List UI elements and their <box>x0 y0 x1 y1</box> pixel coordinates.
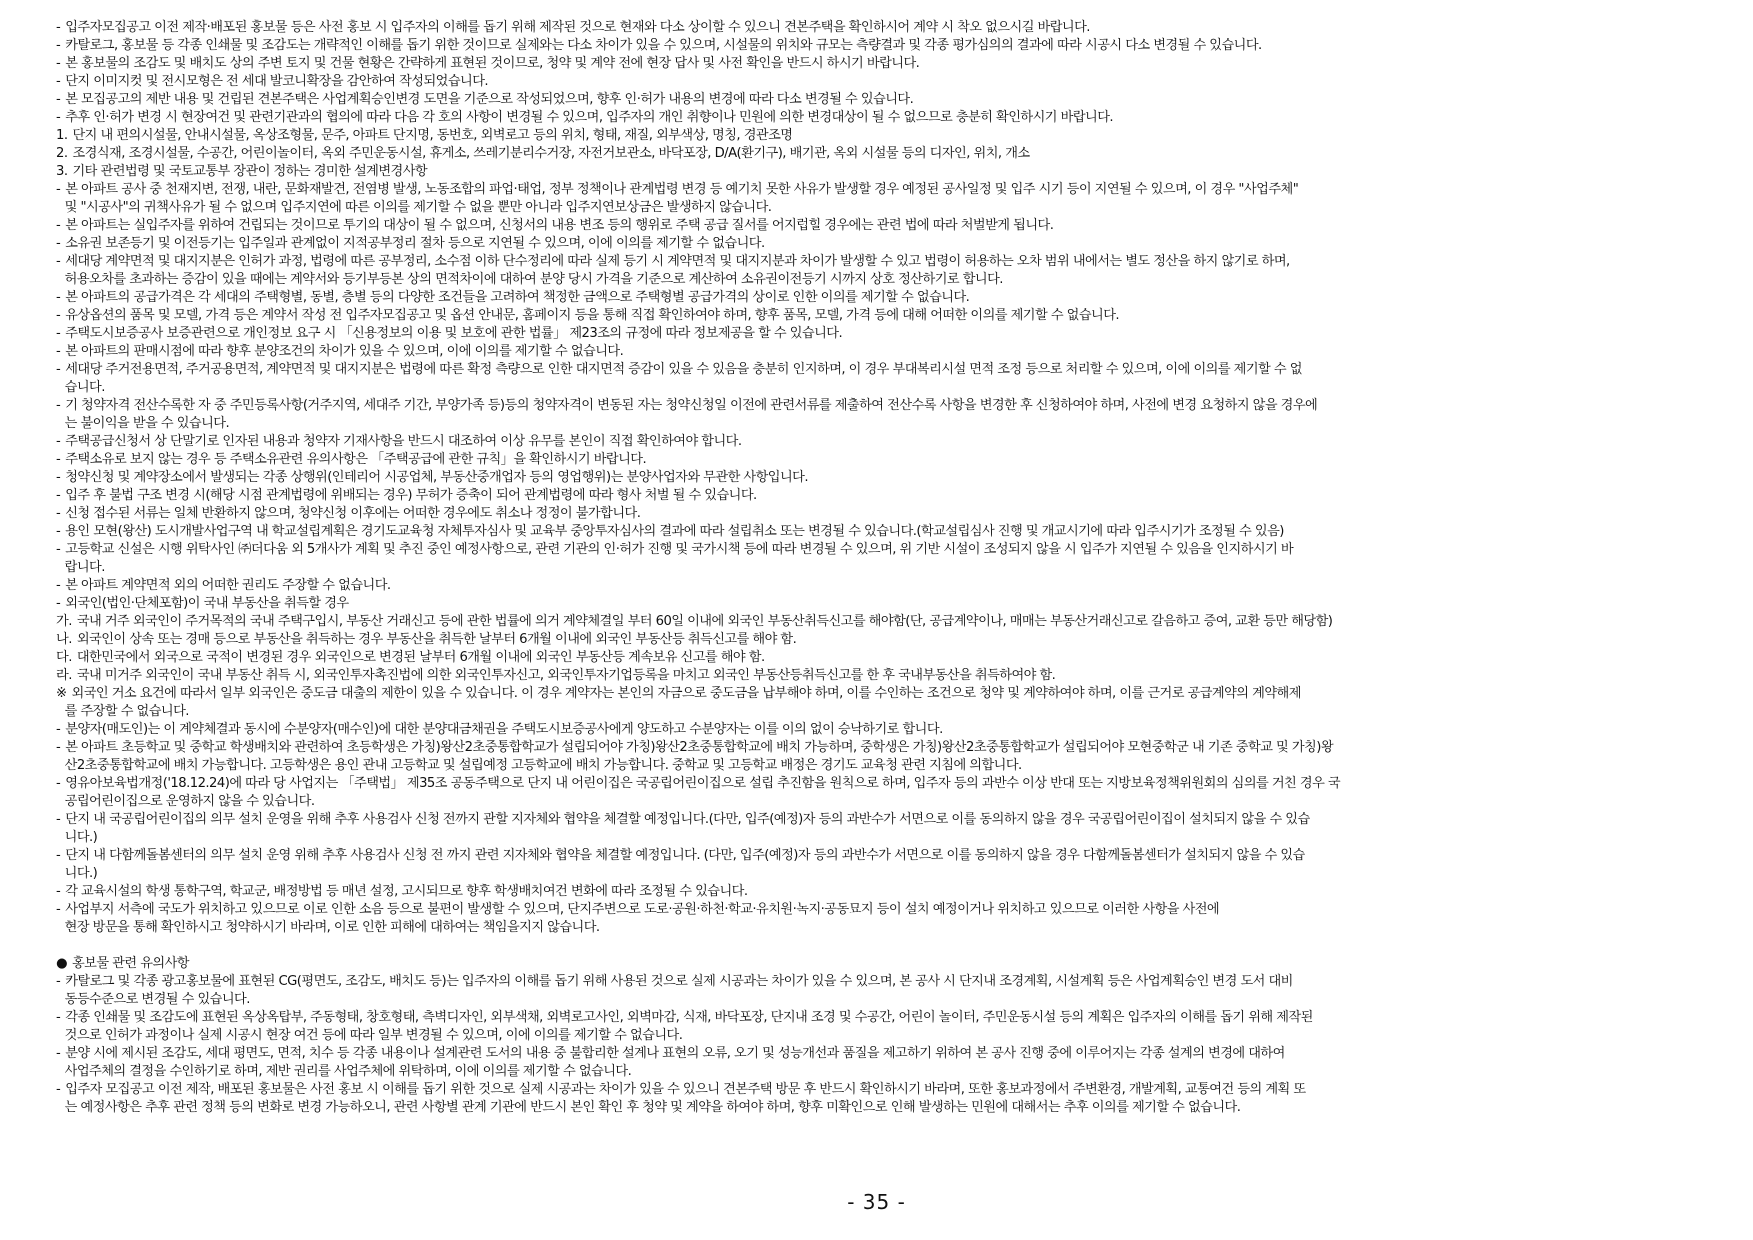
line-text: 니다.) <box>64 866 98 881</box>
line-text: 습니다. <box>64 380 105 395</box>
notice-line <box>56 541 1698 559</box>
line-text: 입주자 모집공고 이전 제작, 배포된 홍보물은 사전 홍보 시 이해를 돕기 위한 것으로 실제 시공과는 차이가 있을 수 있으니 견본주택 방문 후 반드시 확인하시기 바라며, 또한 홍보과정에서 주변환경, 개발계획, 교통여건 등의 계획 또 <box>65 1082 1306 1097</box>
line-text: 세대당 계약면적 및 대지지분은 인허가 과정, 법령에 따른 공부정리, 소수점 이하 단수정리에 따라 실제 등기 시 계약면적 및 대지지분과 차이가 발생할 수 있고 법령이 허용하는 오차 범위 내에서는 별도 정산을 하지 않기로 하며, <box>65 254 1290 269</box>
line-marker: - <box>56 182 61 197</box>
notice-line <box>56 829 1698 847</box>
line-marker <box>56 1063 65 1081</box>
notice-line <box>56 55 1698 73</box>
line-marker: - <box>56 434 61 449</box>
line-text: 대한민국에서 외국으로 국적이 변경된 경우 외국인으로 변경된 날부터 6개월 이내에 외국인 부동산등 계속보유 신고를 해야 함. <box>76 650 765 665</box>
line-text: 공립어린이집으로 운영하지 않을 수 있습니다. <box>64 794 315 809</box>
line-marker <box>56 703 65 721</box>
notice-body <box>56 19 1698 1117</box>
line-text: 각 교육시설의 학생 통학구역, 학교군, 배정방법 등 매년 설정, 고시되므로 향후 학생배치여건 변화에 따라 조정될 수 있습니다. <box>65 884 748 899</box>
line-text: 고등학교 신설은 시행 위탁사인 ㈜더다움 외 5개사가 계획 및 추진 중인 예정사항으로, 관련 기관의 인·허가 진행 및 국가시책 등에 따라 변경될 수 있으며, 위 기반 시설이 조성되지 않을 시 입주가 지연될 수 있음을 인지하시기 바 <box>65 542 1294 557</box>
line-marker: 1. <box>56 128 68 143</box>
line-text: 입주자모집공고 이전 제작·배포된 홍보물 등은 사전 홍보 시 입주자의 이해를 돕기 위해 제작된 것으로 현재와 다소 상이할 수 있으니 견본주택을 확인하시어 계약 시 착오 없으시길 바랍니다. <box>65 20 1090 35</box>
line-text: 용인 모현(왕산) 도시개발사업구역 내 학교설립계획은 경기도교육청 자체투자심사 및 교육부 중앙투자심사의 결과에 따라 설립취소 또는 변경될 수 있습니다.(학교설립심사 진행 및 개교시기에 따라 입주시기가 조정될 수 있음) <box>65 524 1284 539</box>
line-text: 를 주장할 수 없습니다. <box>64 704 189 719</box>
line-text: 는 불이익을 받을 수 있습니다. <box>64 416 230 431</box>
line-text: 단지 이미지컷 및 전시모형은 전 세대 발코니확장을 감안하여 작성되었습니다. <box>65 74 489 89</box>
line-marker: - <box>56 110 61 125</box>
line-marker: - <box>56 56 61 71</box>
line-marker: - <box>56 596 61 611</box>
notice-line <box>56 361 1698 379</box>
notice-line <box>56 847 1698 865</box>
line-marker: - <box>56 452 61 467</box>
notice-line <box>56 1045 1698 1063</box>
line-marker <box>56 865 65 883</box>
line-marker: - <box>56 362 61 377</box>
line-text: 는 예정사항은 추후 관련 정책 등의 변화로 변경 가능하오니, 관련 사항별 관계 기관에 반드시 본인 확인 후 청약 및 계약을 하여야 하며, 향후 미확인으로 인해 발생하는 민원에 대해서는 추후 이의를 제기할 수 없습니다. <box>64 1100 1241 1115</box>
notice-line <box>56 919 1698 937</box>
line-marker: - <box>56 290 61 305</box>
line-text: 주택공급신청서 상 단말기로 인자된 내용과 청약자 기재사항을 반드시 대조하여 이상 유무를 본인이 직접 확인하여야 합니다. <box>65 434 742 449</box>
line-text: 외국인(법인·단체포함)이 국내 부동산을 취득할 경우 <box>65 596 349 611</box>
line-text: 외국인이 상속 또는 경매 등으로 부동산을 취득하는 경우 부동산을 취득한 날부터 6개월 이내에 외국인 부동산등 취득신고를 해야 함. <box>76 632 797 647</box>
notice-line <box>56 1099 1698 1117</box>
line-marker: - <box>56 92 61 107</box>
line-text: 본 아파트 공사 중 천재지변, 전쟁, 내란, 문화재발견, 전염병 발생, 노동조합의 파업·태업, 정부 정책이나 관계법령 변경 등 예기치 못한 사유가 발생할 경우 예정된 공사일정 및 입주 시기 등이 지연될 수 있으며, 이 경우 "사업주체" <box>65 182 1299 197</box>
notice-line <box>56 1081 1698 1099</box>
line-text: 본 아파트의 판매시점에 따라 향후 분양조건의 차이가 있을 수 있으며, 이에 이의를 제기할 수 없습니다. <box>65 344 624 359</box>
notice-list <box>56 19 1698 937</box>
line-text: 소유권 보존등기 및 이전등기는 입주일과 관계없이 지적공부정리 절차 등으로 지연될 수 있으며, 이에 이의를 제기할 수 없습니다. <box>65 236 765 251</box>
notice-line <box>56 883 1698 901</box>
line-text: 니다.) <box>64 830 98 845</box>
line-text: 조경식재, 조경시설물, 수공간, 어린이놀이터, 옥외 주민운동시설, 휴게소, 쓰레기분리수거장, 자전거보관소, 바닥포장, D/A(환기구), 배기관, 옥외 시설물 등의 디자인, 위치, 개소 <box>72 146 1030 161</box>
bullet-icon: ● <box>56 956 67 971</box>
line-text: 입주 후 불법 구조 변경 시(해당 시점 관계법령에 위배되는 경우) 무허가 증축이 되어 관계법령에 따라 형사 처벌 될 수 있습니다. <box>65 488 757 503</box>
line-text: 기 청약자격 전산수록한 자 중 주민등록사항(거주지역, 세대주 기간, 부양가족 등)등의 청약자격이 변동된 자는 청약신청일 이전에 관련서류를 제출하여 전산수록 사항을 변경한 후 신청하여야 하며, 사전에 변경 요청하지 않을 경우에 <box>65 398 1318 413</box>
line-marker: - <box>56 254 61 269</box>
notice-line <box>56 343 1698 361</box>
notice-line <box>56 145 1698 163</box>
notice-line <box>56 901 1698 919</box>
line-text: 영유아보육법개정('18.12.24)에 따라 당 사업지는 「주택법」 제35조 공동주택으로 단지 내 어린이집은 국공립어린이집으로 설립 추진함을 원칙으로 하며, 입주자 등의 과반수 이상 반대 또는 지방보육정책위원회의 심의를 거친 경우 국 <box>65 776 1341 791</box>
line-text: 현장 방문을 통해 확인하시고 청약하시기 바라며, 이로 인한 피해에 대하여는 책임을지지 않습니다. <box>64 920 600 935</box>
line-marker: - <box>56 398 61 413</box>
notice-line <box>56 991 1698 1009</box>
promo-notice-list <box>56 973 1698 1117</box>
line-text: 본 아파트 초등학교 및 중학교 학생배치와 관련하여 초등학생은 가칭)왕산2초중통합학교가 설립되어야 가칭)왕산2초중통합학교에 배치 가능하며, 중학생은 가칭)왕산2초중통합학교가 설립되어야 모현중학군 내 기존 중학교 및 가칭)왕 <box>65 740 1334 755</box>
notice-line <box>56 775 1698 793</box>
line-marker: 가. <box>56 614 72 629</box>
line-text: 본 아파트 계약면적 외의 어떠한 권리도 주장할 수 없습니다. <box>65 578 391 593</box>
line-text: 신청 접수된 서류는 일체 반환하지 않으며, 청약신청 이후에는 어떠한 경우에도 취소나 정정이 불가합니다. <box>65 506 641 521</box>
notice-line <box>56 685 1698 703</box>
notice-line <box>56 505 1698 523</box>
notice-line <box>56 793 1698 811</box>
notice-line <box>56 811 1698 829</box>
notice-line <box>56 739 1698 757</box>
line-marker: - <box>56 1010 61 1025</box>
line-marker: - <box>56 1082 61 1097</box>
notice-line <box>56 1009 1698 1027</box>
line-marker: - <box>56 74 61 89</box>
notice-line <box>56 613 1698 631</box>
notice-line <box>56 469 1698 487</box>
line-marker <box>56 1099 65 1117</box>
line-marker: - <box>56 740 61 755</box>
notice-line <box>56 649 1698 667</box>
line-text: 분양 시에 제시된 조감도, 세대 평면도, 면적, 치수 등 각종 내용이나 설계관련 도서의 내용 중 불합리한 설계나 표현의 오류, 오기 및 성능개선과 품질을 제고하기 위하여 본 공사 진행 중에 이루어지는 각종 설계의 변경에 대하여 <box>65 1046 1285 1061</box>
line-marker: - <box>56 848 61 863</box>
line-marker: - <box>56 542 61 557</box>
line-text: 단지 내 국공립어린이집의 의무 설치 운영을 위해 추후 사용검사 신청 전까지 관할 지자체와 협약을 체결할 예정입니다.(다만, 입주(예정)자 등의 과반수가 서면으로 이를 동의하지 않을 경우 국공립어린이집이 설치되지 않을 수 있습 <box>65 812 1310 827</box>
section-gap <box>56 937 1698 955</box>
notice-line <box>56 37 1698 55</box>
notice-line <box>56 289 1698 307</box>
line-marker: - <box>56 488 61 503</box>
line-text: 카탈로그 및 각종 광고홍보물에 표현된 CG(평면도, 조감도, 배치도 등)는 입주자의 이해를 돕기 위해 사용된 것으로 실제 시공과는 차이가 있을 수 있으며, 본 공사 시 단지내 조경계획, 시설계획 등은 사업계획승인 변경 도서 대비 <box>65 974 1293 989</box>
line-marker <box>56 919 65 937</box>
line-marker: ※ <box>56 686 67 701</box>
notice-line <box>56 757 1698 775</box>
line-marker: - <box>56 524 61 539</box>
notice-line <box>56 631 1698 649</box>
notice-line <box>56 721 1698 739</box>
line-marker: - <box>56 902 61 917</box>
notice-line <box>56 397 1698 415</box>
line-marker <box>56 991 65 1009</box>
section-heading <box>56 955 1698 973</box>
line-text: 국내 미거주 외국인이 국내 부동산 취득 시, 외국인투자촉진법에 의한 외국인투자신고, 외국인투자기업등록을 마치고 외국인 부동산등취득신고를 한 후 국내부동산을 취득하여야 함. <box>76 668 1056 683</box>
line-text: 사업부지 서측에 국도가 위치하고 있으므로 이로 인한 소음 등으로 불편이 발생할 수 있으며, 단지주변으로 도로·공원·하천·학교·유치원·녹지·공동묘지 등이 설치 예정이거나 위치하고 있으므로 이러한 사항을 사전에 <box>65 902 1220 917</box>
line-marker: 3. <box>56 164 68 179</box>
line-marker <box>56 199 65 217</box>
notice-line <box>56 703 1698 721</box>
line-marker: - <box>56 1046 61 1061</box>
line-marker <box>56 1027 65 1045</box>
line-marker: - <box>56 776 61 791</box>
line-text: 외국인 거소 요건에 따라서 일부 외국인은 중도금 대출의 제한이 있을 수 있습니다. 이 경우 계약자는 본인의 자금으로 중도금을 납부해야 하며, 이를 수인하는 조건으로 청약 및 계약하여야 하며, 이를 근거로 공급계약의 계약해제 <box>71 686 1301 701</box>
line-text: 추후 인·허가 변경 시 현장여건 및 관련기관과의 협의에 따라 다음 각 호의 사항이 변경될 수 있으며, 입주자의 개인 취향이나 민원에 의한 변경대상이 될 수 없으므로 충분히 확인하시기 바랍니다. <box>65 110 1114 125</box>
notice-line <box>56 253 1698 271</box>
line-text: 본 아파트의 공급가격은 각 세대의 주택형별, 동별, 층별 등의 다양한 조건들을 고려하여 책정한 금액으로 주택형별 공급가격의 상이로 인한 이의를 제기할 수 없습니다. <box>65 290 970 305</box>
line-text: 및 "시공사"의 귀책사유가 될 수 없으며 입주지연에 따른 이의를 제기할 수 없을 뿐만 아니라 입주지연보상금은 발생하지 않습니다. <box>64 200 772 215</box>
line-text: 랍니다. <box>64 560 105 575</box>
page-number: - 35 - <box>847 1190 906 1214</box>
line-marker: - <box>56 344 61 359</box>
notice-line <box>56 577 1698 595</box>
line-marker: - <box>56 470 61 485</box>
notice-line <box>56 325 1698 343</box>
line-text: 단지 내 다함께돌봄센터의 의무 설치 운영 위해 추후 사용검사 신청 전 까지 관련 지자체와 협약을 체결할 예정입니다. (다만, 입주(예정)자 등의 과반수가 서면으로 이를 동의하지 않을 경우 다함께돌봄센터가 설치되지 않을 수 있습 <box>65 848 1305 863</box>
line-text: 국내 거주 외국인이 주거목적의 국내 주택구입시, 부동산 거래신고 등에 관한 법률에 의거 계약체결일 부터 60일 이내에 외국인 부동산취득신고를 해야함(단, 공급계약이나, 매매는 부동산거래신고로 갈음하고 증여, 교환 등만 해당함) <box>76 614 1333 629</box>
notice-line <box>56 379 1698 397</box>
line-marker: - <box>56 38 61 53</box>
line-text: 각종 인쇄물 및 조감도에 표현된 옥상옥탑부, 주동형태, 창호형태, 측벽디자인, 외부색채, 외벽로고사인, 외벽마감, 식재, 바닥포장, 단지내 조경 및 수공간, 어린이 놀이터, 주민운동시설 등의 계획은 입주자의 이해를 돕기 위해 제작된 <box>65 1010 1313 1025</box>
line-marker: - <box>56 218 61 233</box>
notice-line <box>56 559 1698 577</box>
line-text: 기타 관련법령 및 국토교통부 장관이 정하는 경미한 설계변경사항 <box>72 164 428 179</box>
line-marker: - <box>56 20 61 35</box>
line-marker: - <box>56 326 61 341</box>
line-text: 허용오차를 초과하는 증감이 있을 때에는 계약서와 등기부등본 상의 면적차이에 대하여 분양 당시 가격을 기준으로 계산하여 소유권이전등기 시까지 상호 정산하기로 합니다. <box>64 272 1003 287</box>
line-marker: - <box>56 884 61 899</box>
notice-line <box>56 595 1698 613</box>
notice-line <box>56 1063 1698 1081</box>
notice-line <box>56 109 1698 127</box>
line-text: 동등수준으로 변경될 수 있습니다. <box>64 992 250 1007</box>
line-marker <box>56 271 65 289</box>
notice-line <box>56 163 1698 181</box>
line-text: 주택도시보증공사 보증관련으로 개인정보 요구 시 「신용정보의 이용 및 보호에 관한 법률」 제23조의 규정에 따라 정보제공을 할 수 있습니다. <box>65 326 843 341</box>
line-marker <box>56 793 65 811</box>
line-marker: - <box>56 812 61 827</box>
line-marker: - <box>56 506 61 521</box>
line-marker: - <box>56 974 61 989</box>
notice-line <box>56 487 1698 505</box>
notice-line <box>56 451 1698 469</box>
line-text: 본 아파트는 실입주자를 위하여 건립되는 것이므로 투기의 대상이 될 수 없으며, 신청서의 내용 변조 등의 행위로 주택 공급 질서를 어지럽힐 경우에는 관련 법에 따라 처벌받게 됩니다. <box>65 218 1054 233</box>
line-text: 주택소유로 보지 않는 경우 등 주택소유관련 유의사항은 「주택공급에 관한 규칙」을 확인하시기 바랍니다. <box>65 452 647 467</box>
line-marker: 다. <box>56 650 72 665</box>
line-text: 단지 내 편의시설물, 안내시설물, 옥상조형물, 문주, 아파트 단지명, 동번호, 외벽로고 등의 위치, 형태, 재질, 외부색상, 명칭, 경관조명 <box>72 128 793 143</box>
notice-line <box>56 181 1698 199</box>
line-marker: - <box>56 722 61 737</box>
line-marker: 2. <box>56 146 68 161</box>
line-text: 세대당 주거전용면적, 주거공용면적, 계약면적 및 대지지분은 법령에 따른 확정 측량으로 인한 대지면적 증감이 있을 수 있음을 충분히 인지하며, 이 경우 부대복리시설 면적 조정 등으로 처리할 수 있으며, 이에 이의를 제기할 수 없 <box>65 362 1302 377</box>
notice-line <box>56 19 1698 37</box>
notice-line <box>56 127 1698 145</box>
notice-line <box>56 865 1698 883</box>
line-text: 유상옵션의 품목 및 모델, 가격 등은 계약서 작성 전 입주자모집공고 및 옵션 안내문, 홈페이지 등을 통해 직접 확인하여야 하며, 향후 품목, 모델, 가격 등에 대해 어떠한 이의를 제기할 수 없습니다. <box>65 308 1120 323</box>
notice-line <box>56 667 1698 685</box>
notice-line <box>56 973 1698 991</box>
notice-line <box>56 199 1698 217</box>
line-text: 것으로 인허가 과정이나 실제 시공시 현장 여건 등에 따라 일부 변경될 수 있으며, 이에 이의를 제기할 수 없습니다. <box>64 1028 683 1043</box>
line-marker: 라. <box>56 668 72 683</box>
line-text: 카탈로그, 홍보물 등 각종 인쇄물 및 조감도는 개략적인 이해를 돕기 위한 것이므로 실제와는 다소 차이가 있을 수 있으며, 시설물의 위치와 규모는 측량결과 및 각종 평가심의의 결과에 따라 시공시 다소 변경될 수 있습니다. <box>65 38 1262 53</box>
line-text: 사업주체의 결정을 수인하기로 하며, 제반 권리를 사업주체에 위탁하며, 이에 이의를 제기할 수 없습니다. <box>64 1064 632 1079</box>
line-marker <box>56 829 65 847</box>
notice-line <box>56 523 1698 541</box>
line-marker: 나. <box>56 632 72 647</box>
line-text: 분양자(매도인)는 이 계약체결과 동시에 수분양자(매수인)에 대한 분양대금채권을 주택도시보증공사에게 양도하고 수분양자는 이를 이의 없이 승낙하기로 합니다. <box>65 722 943 737</box>
line-marker: - <box>56 308 61 323</box>
line-marker <box>56 379 65 397</box>
notice-line <box>56 271 1698 289</box>
line-marker <box>56 757 65 775</box>
line-text: 본 홍보물의 조감도 및 배치도 상의 주변 토지 및 건물 현황은 간략하게 표현된 것이므로, 청약 및 계약 전에 현장 답사 및 사전 확인을 반드시 하시기 바랍니다. <box>65 56 920 71</box>
line-text: 산2초중통합학교에 배치 가능합니다. 고등학생은 용인 관내 고등학교 및 설립예정 고등학교에 배치 가능합니다. 중학교 및 고등학교 배정은 경기도 교육청 관련 지침에 의합니다. <box>64 758 1022 773</box>
line-marker <box>56 415 65 433</box>
line-marker: - <box>56 578 61 593</box>
notice-line <box>56 1027 1698 1045</box>
notice-line <box>56 235 1698 253</box>
notice-line <box>56 91 1698 109</box>
line-text: 본 모집공고의 제반 내용 및 건립된 견본주택은 사업계획승인변경 도면을 기준으로 작성되었으며, 향후 인·허가 내용의 변경에 따라 다소 변경될 수 있습니다. <box>65 92 914 107</box>
notice-line <box>56 73 1698 91</box>
section-title: 홍보물 관련 유의사항 <box>71 956 189 971</box>
notice-line <box>56 415 1698 433</box>
line-text: 청약신청 및 계약장소에서 발생되는 각종 상행위(인테리어 시공업체, 부동산중개업자 등의 영업행위)는 분양사업자와 무관한 사항입니다. <box>65 470 808 485</box>
line-marker: - <box>56 236 61 251</box>
notice-line <box>56 433 1698 451</box>
notice-line <box>56 217 1698 235</box>
notice-line <box>56 307 1698 325</box>
line-marker <box>56 559 65 577</box>
